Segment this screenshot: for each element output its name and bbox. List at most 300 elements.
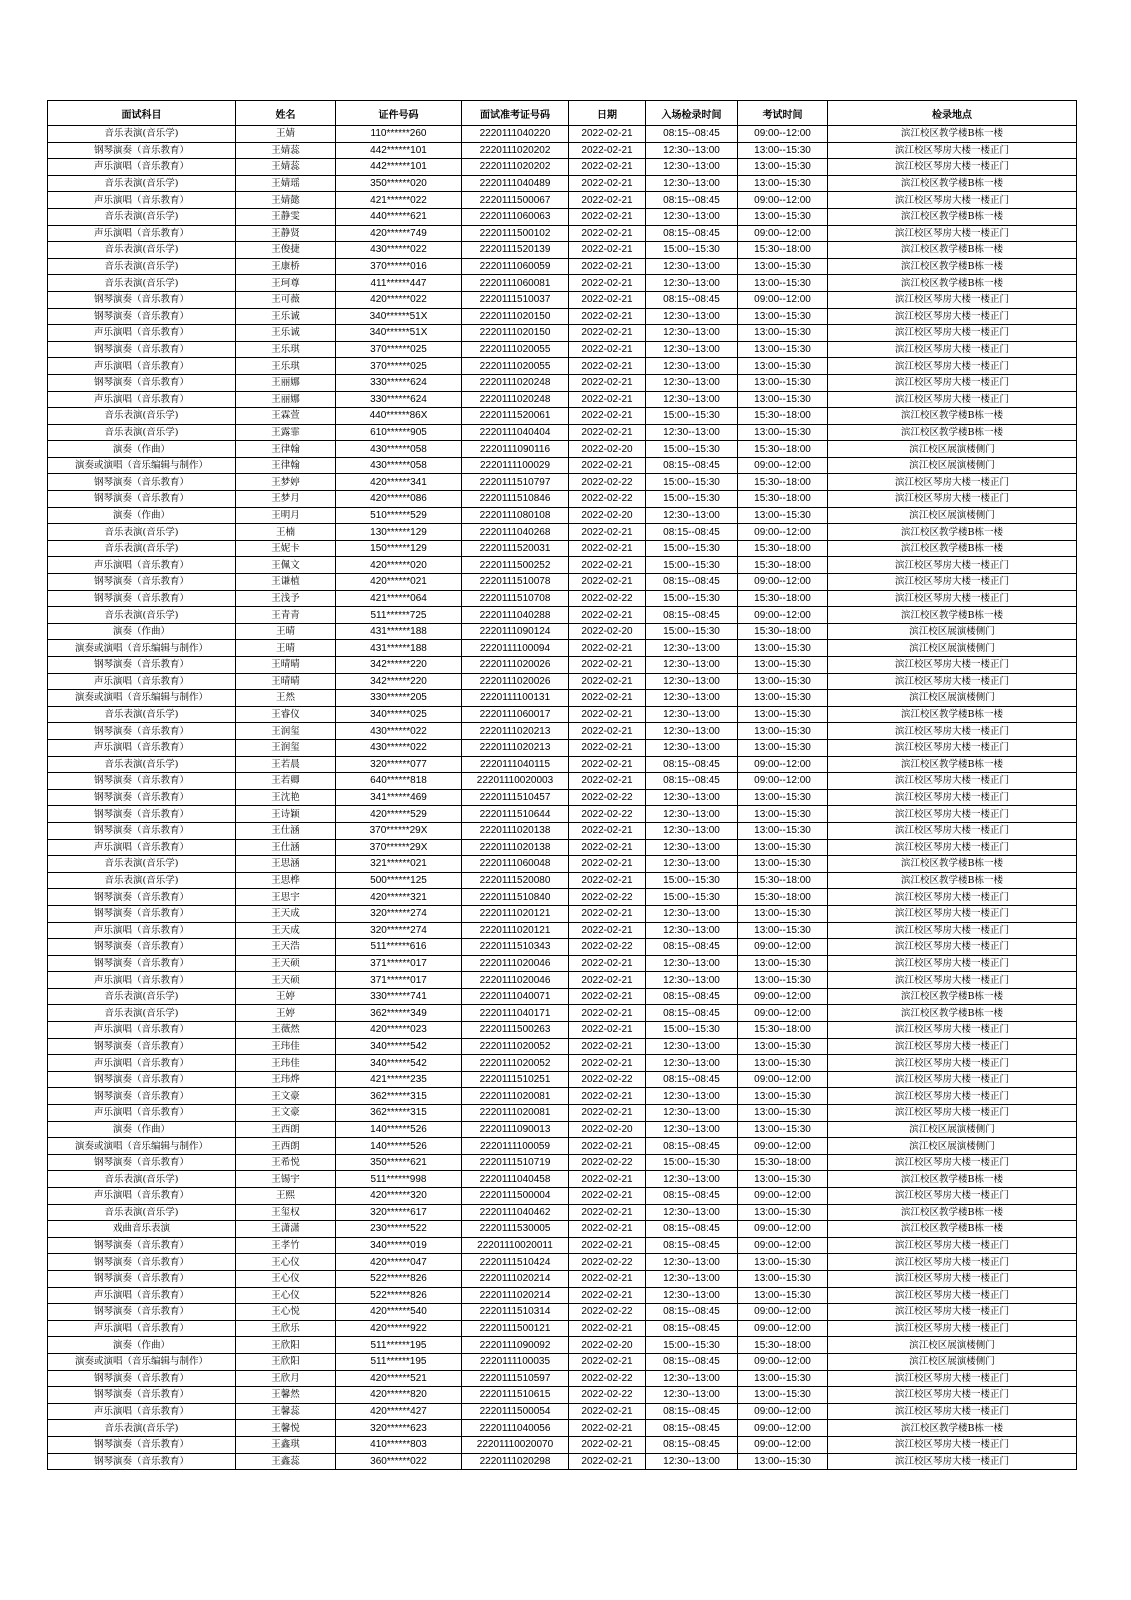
cell-location: 滨江校区琴房大楼一楼正门 bbox=[828, 1254, 1077, 1271]
cell-location: 滨江校区琴房大楼一楼正门 bbox=[828, 225, 1077, 242]
cell-date: 2022-02-21 bbox=[569, 291, 646, 308]
cell-id-number: 341******469 bbox=[336, 789, 462, 806]
cell-name: 王梦月 bbox=[236, 491, 336, 508]
cell-location: 滨江校区琴房大楼一楼正门 bbox=[828, 1038, 1077, 1055]
cell-admission-number: 22201110020070 bbox=[462, 1436, 569, 1453]
cell-location: 滨江校区琴房大楼一楼正门 bbox=[828, 1154, 1077, 1171]
cell-location: 滨江校区教学楼B栋一楼 bbox=[828, 1204, 1077, 1221]
table-row bbox=[48, 142, 1077, 159]
table-row bbox=[48, 657, 1077, 674]
cell-id-number: 522******826 bbox=[336, 1287, 462, 1304]
cell-name: 王晴晴 bbox=[236, 657, 336, 674]
cell-exam-time: 13:00--15:30 bbox=[738, 358, 828, 375]
cell-name: 王鑫琪 bbox=[236, 1436, 336, 1453]
cell-location: 滨江校区琴房大楼一楼正门 bbox=[828, 806, 1077, 823]
cell-name: 王晴 bbox=[236, 640, 336, 657]
cell-name: 王思涵 bbox=[236, 856, 336, 873]
cell-checkin-time: 15:00--15:30 bbox=[646, 1154, 738, 1171]
table-row bbox=[48, 972, 1077, 989]
cell-location: 滨江校区琴房大楼一楼正门 bbox=[828, 789, 1077, 806]
cell-date: 2022-02-22 bbox=[569, 1254, 646, 1271]
cell-checkin-time: 08:15--08:45 bbox=[646, 1320, 738, 1337]
cell-checkin-time: 12:30--13:00 bbox=[646, 507, 738, 524]
cell-exam-time: 13:00--15:30 bbox=[738, 341, 828, 358]
cell-name: 王晴晴 bbox=[236, 673, 336, 690]
cell-admission-number: 2220111020248 bbox=[462, 374, 569, 391]
cell-subject: 音乐表演(音乐学) bbox=[48, 175, 236, 192]
cell-admission-number: 2220111060081 bbox=[462, 275, 569, 292]
cell-date: 2022-02-21 bbox=[569, 756, 646, 773]
cell-admission-number: 2220111020213 bbox=[462, 739, 569, 756]
cell-name: 王玮烨 bbox=[236, 1071, 336, 1088]
cell-location: 滨江校区琴房大楼一楼正门 bbox=[828, 491, 1077, 508]
cell-id-number: 330******205 bbox=[336, 690, 462, 707]
cell-exam-time: 13:00--15:30 bbox=[738, 789, 828, 806]
header-row bbox=[48, 101, 1077, 126]
cell-exam-time: 15:30--18:00 bbox=[738, 889, 828, 906]
cell-checkin-time: 08:15--08:45 bbox=[646, 574, 738, 591]
header-exam-time: 考试时间 bbox=[738, 101, 828, 126]
cell-name: 王玮佳 bbox=[236, 1055, 336, 1072]
cell-subject: 声乐演唱（音乐教育） bbox=[48, 739, 236, 756]
cell-admission-number: 2220111500004 bbox=[462, 1188, 569, 1205]
cell-exam-time: 09:00--12:00 bbox=[738, 773, 828, 790]
cell-exam-time: 09:00--12:00 bbox=[738, 939, 828, 956]
cell-location: 滨江校区教学楼B栋一楼 bbox=[828, 408, 1077, 425]
table-row bbox=[48, 242, 1077, 259]
cell-admission-number: 2220111020202 bbox=[462, 159, 569, 176]
cell-checkin-time: 12:30--13:00 bbox=[646, 1370, 738, 1387]
table-row bbox=[48, 408, 1077, 425]
cell-id-number: 371******017 bbox=[336, 955, 462, 972]
cell-date: 2022-02-21 bbox=[569, 1353, 646, 1370]
cell-subject: 钢琴演奏（音乐教育） bbox=[48, 341, 236, 358]
cell-admission-number: 2220111500263 bbox=[462, 1022, 569, 1039]
cell-name: 王婧懿 bbox=[236, 192, 336, 209]
cell-subject: 钢琴演奏（音乐教育） bbox=[48, 1088, 236, 1105]
cell-date: 2022-02-21 bbox=[569, 540, 646, 557]
cell-date: 2022-02-21 bbox=[569, 690, 646, 707]
cell-exam-time: 13:00--15:30 bbox=[738, 723, 828, 740]
cell-location: 滨江校区琴房大楼一楼正门 bbox=[828, 557, 1077, 574]
cell-admission-number: 2220111510424 bbox=[462, 1254, 569, 1271]
cell-id-number: 330******741 bbox=[336, 988, 462, 1005]
table-row bbox=[48, 1370, 1077, 1387]
table-row bbox=[48, 1022, 1077, 1039]
cell-exam-time: 13:00--15:30 bbox=[738, 706, 828, 723]
cell-subject: 音乐表演(音乐学) bbox=[48, 275, 236, 292]
cell-date: 2022-02-21 bbox=[569, 325, 646, 342]
cell-exam-time: 09:00--12:00 bbox=[738, 1320, 828, 1337]
cell-subject: 声乐演唱（音乐教育） bbox=[48, 1055, 236, 1072]
cell-admission-number: 2220111020055 bbox=[462, 358, 569, 375]
cell-subject: 钢琴演奏（音乐教育） bbox=[48, 955, 236, 972]
cell-exam-time: 13:00--15:30 bbox=[738, 690, 828, 707]
cell-location: 滨江校区教学楼B栋一楼 bbox=[828, 275, 1077, 292]
cell-date: 2022-02-22 bbox=[569, 590, 646, 607]
cell-admission-number: 2220111060017 bbox=[462, 706, 569, 723]
cell-exam-time: 15:30--18:00 bbox=[738, 242, 828, 259]
cell-admission-number: 2220111500054 bbox=[462, 1403, 569, 1420]
cell-name: 王欣乐 bbox=[236, 1320, 336, 1337]
cell-location: 滨江校区琴房大楼一楼正门 bbox=[828, 673, 1077, 690]
cell-admission-number: 2220111020026 bbox=[462, 673, 569, 690]
cell-exam-time: 15:30--18:00 bbox=[738, 590, 828, 607]
cell-location: 滨江校区琴房大楼一楼正门 bbox=[828, 1237, 1077, 1254]
cell-exam-time: 09:00--12:00 bbox=[738, 756, 828, 773]
cell-name: 王心仪 bbox=[236, 1254, 336, 1271]
cell-date: 2022-02-20 bbox=[569, 623, 646, 640]
header-location: 检录地点 bbox=[828, 101, 1077, 126]
cell-date: 2022-02-21 bbox=[569, 574, 646, 591]
cell-subject: 钢琴演奏（音乐教育） bbox=[48, 1387, 236, 1404]
table-row bbox=[48, 1088, 1077, 1105]
cell-location: 滨江校区教学楼B栋一楼 bbox=[828, 756, 1077, 773]
table-row bbox=[48, 739, 1077, 756]
cell-subject: 演奏（作曲） bbox=[48, 441, 236, 458]
cell-checkin-time: 12:30--13:00 bbox=[646, 142, 738, 159]
cell-id-number: 640******818 bbox=[336, 773, 462, 790]
cell-date: 2022-02-21 bbox=[569, 524, 646, 541]
cell-name: 王乐琪 bbox=[236, 358, 336, 375]
cell-date: 2022-02-21 bbox=[569, 258, 646, 275]
cell-date: 2022-02-21 bbox=[569, 1188, 646, 1205]
cell-exam-time: 09:00--12:00 bbox=[738, 1403, 828, 1420]
cell-date: 2022-02-21 bbox=[569, 1237, 646, 1254]
cell-checkin-time: 12:30--13:00 bbox=[646, 358, 738, 375]
cell-name: 王青青 bbox=[236, 607, 336, 624]
cell-location: 滨江校区琴房大楼一楼正门 bbox=[828, 1453, 1077, 1470]
cell-location: 滨江校区琴房大楼一楼正门 bbox=[828, 1287, 1077, 1304]
cell-location: 滨江校区教学楼B栋一楼 bbox=[828, 424, 1077, 441]
cell-admission-number: 2220111020052 bbox=[462, 1038, 569, 1055]
cell-location: 滨江校区展演楼侧门 bbox=[828, 690, 1077, 707]
cell-exam-time: 13:00--15:30 bbox=[738, 159, 828, 176]
cell-id-number: 430******022 bbox=[336, 723, 462, 740]
cell-subject: 声乐演唱（音乐教育） bbox=[48, 922, 236, 939]
cell-name: 王孝竹 bbox=[236, 1237, 336, 1254]
cell-name: 王若卿 bbox=[236, 773, 336, 790]
cell-id-number: 342******220 bbox=[336, 657, 462, 674]
cell-admission-number: 2220111100029 bbox=[462, 457, 569, 474]
cell-admission-number: 2220111020138 bbox=[462, 839, 569, 856]
cell-exam-time: 09:00--12:00 bbox=[738, 291, 828, 308]
cell-subject: 音乐表演(音乐学) bbox=[48, 1420, 236, 1437]
cell-id-number: 370******025 bbox=[336, 341, 462, 358]
cell-admission-number: 2220111080108 bbox=[462, 507, 569, 524]
cell-date: 2022-02-21 bbox=[569, 192, 646, 209]
cell-location: 滨江校区琴房大楼一楼正门 bbox=[828, 1071, 1077, 1088]
cell-checkin-time: 12:30--13:00 bbox=[646, 706, 738, 723]
cell-location: 滨江校区琴房大楼一楼正门 bbox=[828, 358, 1077, 375]
cell-admission-number: 2220111020121 bbox=[462, 905, 569, 922]
cell-checkin-time: 15:00--15:30 bbox=[646, 1337, 738, 1354]
cell-checkin-time: 12:30--13:00 bbox=[646, 856, 738, 873]
cell-exam-time: 09:00--12:00 bbox=[738, 1005, 828, 1022]
cell-location: 滨江校区琴房大楼一楼正门 bbox=[828, 574, 1077, 591]
cell-subject: 音乐表演(音乐学) bbox=[48, 988, 236, 1005]
cell-name: 王天成 bbox=[236, 922, 336, 939]
cell-date: 2022-02-21 bbox=[569, 557, 646, 574]
cell-id-number: 430******058 bbox=[336, 457, 462, 474]
cell-id-number: 511******616 bbox=[336, 939, 462, 956]
table-row bbox=[48, 291, 1077, 308]
cell-checkin-time: 12:30--13:00 bbox=[646, 739, 738, 756]
table-row bbox=[48, 1171, 1077, 1188]
table-row bbox=[48, 225, 1077, 242]
cell-checkin-time: 15:00--15:30 bbox=[646, 889, 738, 906]
table-row bbox=[48, 491, 1077, 508]
cell-exam-time: 15:30--18:00 bbox=[738, 474, 828, 491]
cell-location: 滨江校区教学楼B栋一楼 bbox=[828, 540, 1077, 557]
cell-date: 2022-02-21 bbox=[569, 922, 646, 939]
cell-checkin-time: 08:15--08:45 bbox=[646, 773, 738, 790]
cell-checkin-time: 12:30--13:00 bbox=[646, 374, 738, 391]
cell-id-number: 420******922 bbox=[336, 1320, 462, 1337]
cell-admission-number: 2220111020052 bbox=[462, 1055, 569, 1072]
cell-location: 滨江校区展演楼侧门 bbox=[828, 1121, 1077, 1138]
cell-name: 王沈艳 bbox=[236, 789, 336, 806]
cell-id-number: 420******749 bbox=[336, 225, 462, 242]
cell-date: 2022-02-21 bbox=[569, 1270, 646, 1287]
table-row bbox=[48, 208, 1077, 225]
cell-name: 王婧蕊 bbox=[236, 142, 336, 159]
cell-subject: 声乐演唱（音乐教育） bbox=[48, 1403, 236, 1420]
cell-name: 王梦婷 bbox=[236, 474, 336, 491]
cell-id-number: 420******020 bbox=[336, 557, 462, 574]
cell-admission-number: 2220111100094 bbox=[462, 640, 569, 657]
cell-date: 2022-02-21 bbox=[569, 773, 646, 790]
cell-checkin-time: 08:15--08:45 bbox=[646, 457, 738, 474]
cell-name: 王俊捷 bbox=[236, 242, 336, 259]
table-row bbox=[48, 939, 1077, 956]
cell-subject: 戏曲音乐表演 bbox=[48, 1221, 236, 1238]
cell-checkin-time: 12:30--13:00 bbox=[646, 1088, 738, 1105]
cell-exam-time: 13:00--15:30 bbox=[738, 1038, 828, 1055]
cell-checkin-time: 12:30--13:00 bbox=[646, 159, 738, 176]
cell-id-number: 320******617 bbox=[336, 1204, 462, 1221]
cell-admission-number: 2220111510037 bbox=[462, 291, 569, 308]
cell-checkin-time: 12:30--13:00 bbox=[646, 905, 738, 922]
cell-checkin-time: 12:30--13:00 bbox=[646, 1038, 738, 1055]
cell-subject: 钢琴演奏（音乐教育） bbox=[48, 1154, 236, 1171]
cell-id-number: 420******521 bbox=[336, 1370, 462, 1387]
cell-exam-time: 13:00--15:30 bbox=[738, 275, 828, 292]
cell-name: 王玺权 bbox=[236, 1204, 336, 1221]
cell-subject: 声乐演唱（音乐教育） bbox=[48, 557, 236, 574]
cell-name: 王丽娜 bbox=[236, 374, 336, 391]
cell-admission-number: 2220111500102 bbox=[462, 225, 569, 242]
cell-name: 王婷 bbox=[236, 1005, 336, 1022]
cell-exam-time: 13:00--15:30 bbox=[738, 822, 828, 839]
cell-location: 滨江校区琴房大楼一楼正门 bbox=[828, 1188, 1077, 1205]
cell-exam-time: 15:30--18:00 bbox=[738, 408, 828, 425]
table-row bbox=[48, 723, 1077, 740]
table-row bbox=[48, 789, 1077, 806]
cell-exam-time: 09:00--12:00 bbox=[738, 1138, 828, 1155]
cell-subject: 声乐演唱（音乐教育） bbox=[48, 358, 236, 375]
cell-name: 王潇潇 bbox=[236, 1221, 336, 1238]
cell-checkin-time: 08:15--08:45 bbox=[646, 225, 738, 242]
cell-subject: 钢琴演奏（音乐教育） bbox=[48, 1071, 236, 1088]
cell-location: 滨江校区教学楼B栋一楼 bbox=[828, 208, 1077, 225]
cell-subject: 演奏或演唱（音乐编辑与制作） bbox=[48, 640, 236, 657]
cell-id-number: 350******621 bbox=[336, 1154, 462, 1171]
cell-checkin-time: 08:15--08:45 bbox=[646, 1071, 738, 1088]
cell-subject: 声乐演唱（音乐教育） bbox=[48, 1320, 236, 1337]
cell-admission-number: 2220111520139 bbox=[462, 242, 569, 259]
cell-exam-time: 13:00--15:30 bbox=[738, 739, 828, 756]
cell-id-number: 340******019 bbox=[336, 1237, 462, 1254]
cell-exam-time: 15:30--18:00 bbox=[738, 1022, 828, 1039]
cell-name: 王薇然 bbox=[236, 1022, 336, 1039]
cell-subject: 声乐演唱（音乐教育） bbox=[48, 1022, 236, 1039]
cell-location: 滨江校区琴房大楼一楼正门 bbox=[828, 341, 1077, 358]
cell-location: 滨江校区展演楼侧门 bbox=[828, 640, 1077, 657]
cell-exam-time: 13:00--15:30 bbox=[738, 391, 828, 408]
cell-admission-number: 2220111020081 bbox=[462, 1088, 569, 1105]
cell-admission-number: 2220111040220 bbox=[462, 126, 569, 143]
table-row bbox=[48, 1453, 1077, 1470]
cell-name: 王鑫蕊 bbox=[236, 1453, 336, 1470]
cell-name: 王天硕 bbox=[236, 972, 336, 989]
table-row bbox=[48, 424, 1077, 441]
cell-admission-number: 2220111040462 bbox=[462, 1204, 569, 1221]
table-row bbox=[48, 889, 1077, 906]
cell-admission-number: 2220111020150 bbox=[462, 325, 569, 342]
cell-id-number: 340******542 bbox=[336, 1038, 462, 1055]
cell-exam-time: 09:00--12:00 bbox=[738, 1237, 828, 1254]
cell-admission-number: 2220111510615 bbox=[462, 1387, 569, 1404]
cell-name: 王康桥 bbox=[236, 258, 336, 275]
cell-id-number: 420******086 bbox=[336, 491, 462, 508]
cell-id-number: 420******820 bbox=[336, 1387, 462, 1404]
cell-subject: 钢琴演奏（音乐教育） bbox=[48, 1270, 236, 1287]
cell-date: 2022-02-21 bbox=[569, 739, 646, 756]
cell-name: 王润玺 bbox=[236, 723, 336, 740]
cell-date: 2022-02-21 bbox=[569, 706, 646, 723]
cell-subject: 声乐演唱（音乐教育） bbox=[48, 673, 236, 690]
cell-date: 2022-02-21 bbox=[569, 872, 646, 889]
cell-admission-number: 2220111500067 bbox=[462, 192, 569, 209]
cell-name: 王佩文 bbox=[236, 557, 336, 574]
cell-date: 2022-02-21 bbox=[569, 1038, 646, 1055]
cell-location: 滨江校区教学楼B栋一楼 bbox=[828, 258, 1077, 275]
cell-id-number: 500******125 bbox=[336, 872, 462, 889]
cell-admission-number: 2220111510251 bbox=[462, 1071, 569, 1088]
cell-location: 滨江校区琴房大楼一楼正门 bbox=[828, 723, 1077, 740]
cell-date: 2022-02-21 bbox=[569, 955, 646, 972]
table-row bbox=[48, 706, 1077, 723]
cell-id-number: 440******86X bbox=[336, 408, 462, 425]
cell-name: 王仕涵 bbox=[236, 822, 336, 839]
table-row bbox=[48, 1204, 1077, 1221]
cell-id-number: 110******260 bbox=[336, 126, 462, 143]
cell-date: 2022-02-21 bbox=[569, 208, 646, 225]
cell-location: 滨江校区琴房大楼一楼正门 bbox=[828, 1370, 1077, 1387]
cell-exam-time: 09:00--12:00 bbox=[738, 225, 828, 242]
cell-admission-number: 2220111060063 bbox=[462, 208, 569, 225]
table-row bbox=[48, 374, 1077, 391]
table-row bbox=[48, 1353, 1077, 1370]
cell-location: 滨江校区教学楼B栋一楼 bbox=[828, 242, 1077, 259]
cell-admission-number: 2220111040171 bbox=[462, 1005, 569, 1022]
cell-exam-time: 13:00--15:30 bbox=[738, 1453, 828, 1470]
cell-subject: 音乐表演(音乐学) bbox=[48, 540, 236, 557]
cell-checkin-time: 12:30--13:00 bbox=[646, 839, 738, 856]
cell-date: 2022-02-21 bbox=[569, 839, 646, 856]
cell-name: 王楠 bbox=[236, 524, 336, 541]
cell-admission-number: 2220111020026 bbox=[462, 657, 569, 674]
cell-date: 2022-02-21 bbox=[569, 640, 646, 657]
cell-location: 滨江校区琴房大楼一楼正门 bbox=[828, 657, 1077, 674]
cell-name: 王珂尊 bbox=[236, 275, 336, 292]
cell-name: 王婧 bbox=[236, 126, 336, 143]
cell-subject: 音乐表演(音乐学) bbox=[48, 856, 236, 873]
cell-subject: 钢琴演奏（音乐教育） bbox=[48, 474, 236, 491]
cell-checkin-time: 12:30--13:00 bbox=[646, 1121, 738, 1138]
table-row bbox=[48, 1387, 1077, 1404]
cell-exam-time: 09:00--12:00 bbox=[738, 988, 828, 1005]
cell-admission-number: 2220111020298 bbox=[462, 1453, 569, 1470]
cell-exam-time: 13:00--15:30 bbox=[738, 1121, 828, 1138]
cell-id-number: 510******529 bbox=[336, 507, 462, 524]
table-row bbox=[48, 1105, 1077, 1122]
cell-checkin-time: 15:00--15:30 bbox=[646, 408, 738, 425]
cell-date: 2022-02-22 bbox=[569, 1304, 646, 1321]
cell-admission-number: 2220111020214 bbox=[462, 1287, 569, 1304]
cell-location: 滨江校区展演楼侧门 bbox=[828, 441, 1077, 458]
cell-checkin-time: 12:30--13:00 bbox=[646, 1387, 738, 1404]
cell-subject: 演奏（作曲） bbox=[48, 623, 236, 640]
cell-location: 滨江校区教学楼B栋一楼 bbox=[828, 524, 1077, 541]
cell-location: 滨江校区琴房大楼一楼正门 bbox=[828, 1022, 1077, 1039]
cell-subject: 音乐表演(音乐学) bbox=[48, 1171, 236, 1188]
cell-name: 王然 bbox=[236, 690, 336, 707]
cell-checkin-time: 08:15--08:45 bbox=[646, 1353, 738, 1370]
cell-checkin-time: 15:00--15:30 bbox=[646, 441, 738, 458]
cell-location: 滨江校区琴房大楼一楼正门 bbox=[828, 374, 1077, 391]
cell-admission-number: 22201110020011 bbox=[462, 1237, 569, 1254]
cell-date: 2022-02-21 bbox=[569, 142, 646, 159]
cell-subject: 音乐表演(音乐学) bbox=[48, 524, 236, 541]
cell-checkin-time: 12:30--13:00 bbox=[646, 341, 738, 358]
cell-date: 2022-02-21 bbox=[569, 607, 646, 624]
cell-exam-time: 09:00--12:00 bbox=[738, 1436, 828, 1453]
cell-checkin-time: 08:15--08:45 bbox=[646, 1005, 738, 1022]
cell-checkin-time: 12:30--13:00 bbox=[646, 690, 738, 707]
cell-location: 滨江校区琴房大楼一楼正门 bbox=[828, 1105, 1077, 1122]
cell-exam-time: 15:30--18:00 bbox=[738, 491, 828, 508]
cell-date: 2022-02-21 bbox=[569, 159, 646, 176]
cell-checkin-time: 12:30--13:00 bbox=[646, 1270, 738, 1287]
cell-date: 2022-02-21 bbox=[569, 1420, 646, 1437]
cell-id-number: 370******29X bbox=[336, 822, 462, 839]
cell-name: 王婷 bbox=[236, 988, 336, 1005]
cell-exam-time: 09:00--12:00 bbox=[738, 574, 828, 591]
cell-id-number: 430******022 bbox=[336, 739, 462, 756]
cell-exam-time: 13:00--15:30 bbox=[738, 955, 828, 972]
table-row bbox=[48, 175, 1077, 192]
cell-exam-time: 09:00--12:00 bbox=[738, 1353, 828, 1370]
cell-name: 王欣阳 bbox=[236, 1337, 336, 1354]
table-row bbox=[48, 955, 1077, 972]
cell-date: 2022-02-21 bbox=[569, 391, 646, 408]
cell-checkin-time: 08:15--08:45 bbox=[646, 1237, 738, 1254]
cell-checkin-time: 12:30--13:00 bbox=[646, 1171, 738, 1188]
cell-exam-time: 13:00--15:30 bbox=[738, 972, 828, 989]
cell-subject: 音乐表演(音乐学) bbox=[48, 1005, 236, 1022]
